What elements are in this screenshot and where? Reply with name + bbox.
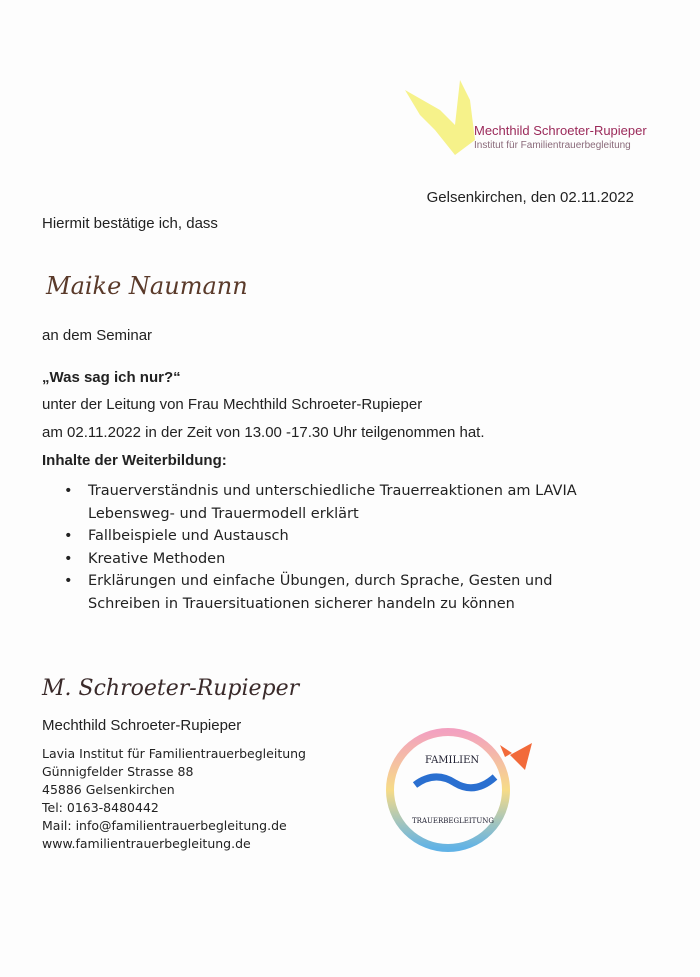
- address-city: 45886 Gelsenkirchen: [42, 782, 175, 797]
- intro-text: Hiermit bestätige ich, dass: [42, 215, 218, 232]
- logo-name: Mechthild Schroeter-Rupieper: [474, 123, 647, 138]
- signer-signature: M. Schroeter-Rupieper: [42, 676, 300, 701]
- contents-heading: Inhalte der Weiterbildung:: [42, 452, 227, 469]
- seal-top-text: FAMILIEN: [425, 755, 480, 766]
- seal-logo: [380, 715, 540, 865]
- address-mail: Mail: info@familientrauerbegleitung.de: [42, 818, 287, 833]
- date-line: Gelsenkirchen, den 02.11.2022: [426, 189, 634, 206]
- web-link[interactable]: www.familientrauerbegleitung.de: [42, 836, 251, 851]
- list-item: • Fallbeispiele und Austausch: [62, 525, 577, 548]
- seminar-intro: an dem Seminar: [42, 327, 153, 344]
- contents-list: [62, 480, 577, 615]
- list-item: • Kreative Methoden: [62, 548, 577, 571]
- seal-bottom-text: TRAUERBEGLEITUNG: [412, 817, 494, 825]
- list-item: • Trauerverständnis und unterschiedliche Trauerreaktionen am LAVIA Lebensweg- und Trauermodell erklärt: [62, 480, 577, 525]
- address-org: Lavia Institut für Familientrauerbegleitung: [42, 746, 306, 761]
- list-item: • Erklärungen und einfache Übungen, durch Sprache, Gesten und Schreiben in Trauersituationen sicherer handeln zu können: [62, 570, 577, 615]
- address-street: Günnigfelder Strasse 88: [42, 764, 194, 779]
- address-block: [42, 745, 306, 853]
- mail-link[interactable]: info@familientrauerbegleitung.de: [75, 818, 287, 833]
- signer-name: Mechthild Schroeter-Rupieper: [42, 717, 242, 734]
- participant-signature: Maike Naumann: [46, 272, 248, 300]
- address-tel: Tel: 0163-8480442: [42, 800, 159, 815]
- leader-line: unter der Leitung von Frau Mechthild Schroeter-Rupieper: [42, 396, 423, 413]
- seminar-title: „Was sag ich nur?“: [42, 369, 181, 386]
- logo-subtitle: Institut für Familientrauerbegleitung: [474, 140, 631, 151]
- date-time-line: am 02.11.2022 in der Zeit von 13.00 -17.30 Uhr teilgenommen hat.: [42, 424, 485, 441]
